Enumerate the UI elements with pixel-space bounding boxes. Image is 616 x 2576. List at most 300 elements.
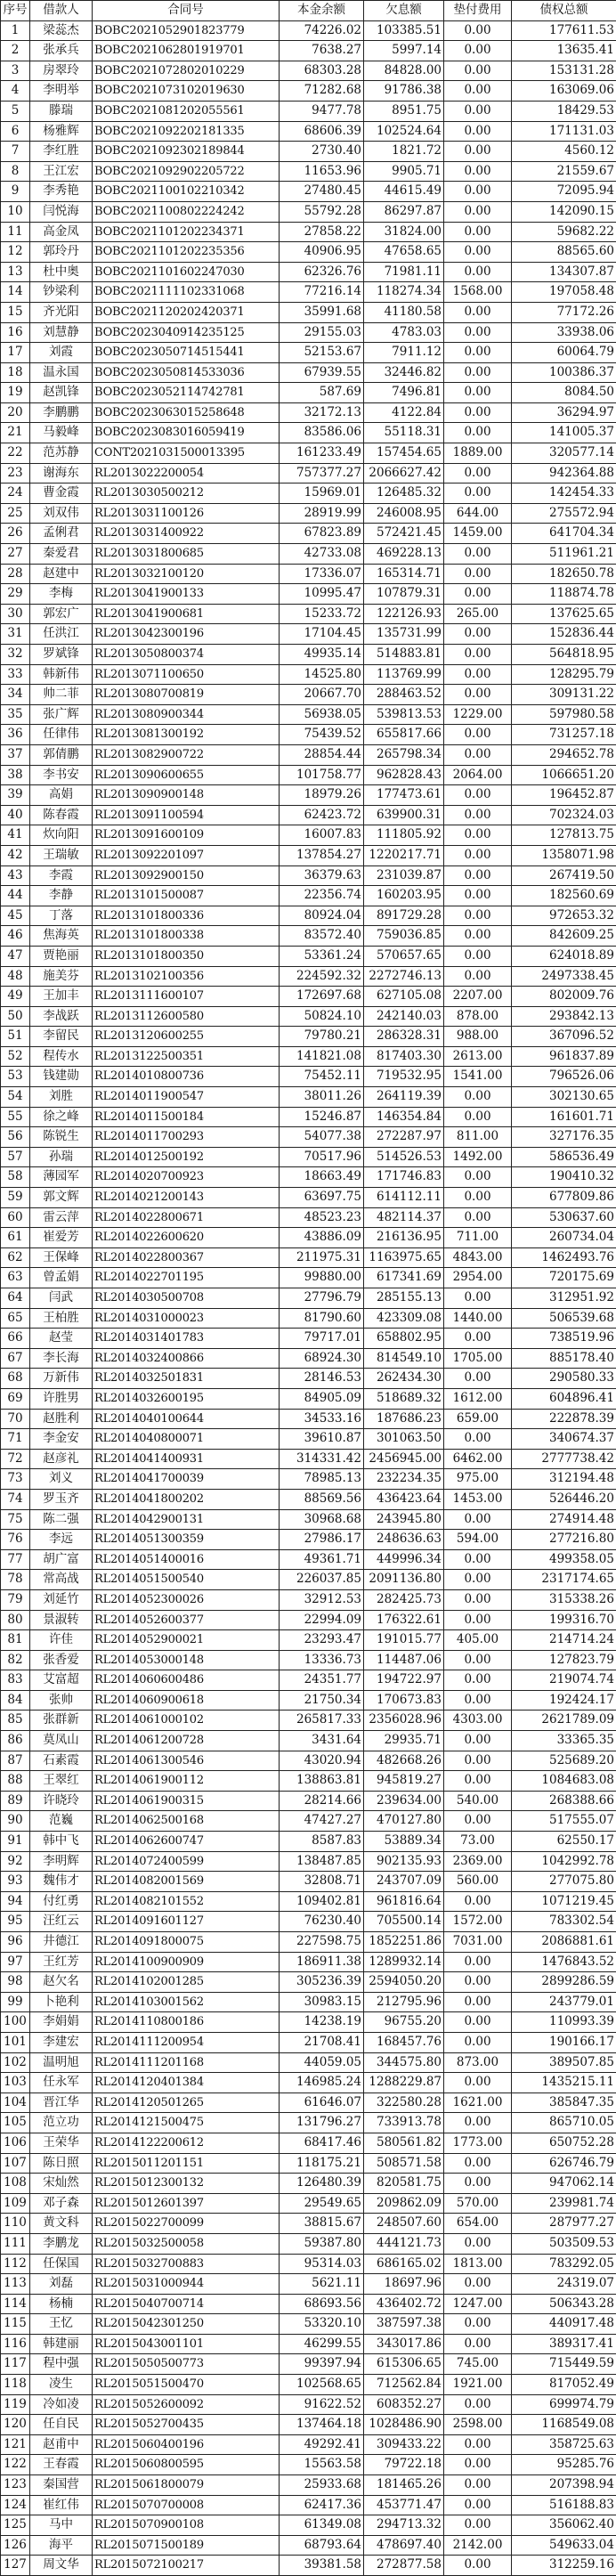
cell-borrower: 李建宏 [30,2032,93,2052]
table-row [1,1791,616,1811]
cell-contract: RL2015032500058 [93,2233,280,2254]
cell-contract: RL2015051500470 [93,2375,280,2395]
table-row [1,704,616,725]
table-row [1,2274,616,2295]
cell-principal: 24351.77 [280,1670,364,1691]
cell-seq: 122 [1,2455,30,2475]
cell-seq: 109 [1,2193,30,2214]
cell-contract: RL2014111200954 [93,2032,280,2052]
cell-borrower: 刘胜 [30,1087,93,1108]
cell-contract: RL2014100900909 [93,1952,280,1972]
cell-contract: RL2014022800671 [93,1207,280,1228]
cell-advance: 0.00 [444,2394,512,2415]
cell-contract: RL2014021200143 [93,1188,280,1208]
cell-interest: 1220217.71 [364,845,444,865]
cell-borrower: 高娟 [30,785,93,806]
cell-seq: 22 [1,443,30,464]
cell-principal: 21708.41 [280,2032,364,2052]
cell-seq: 33 [1,664,30,685]
cell-seq: 13 [1,262,30,282]
table-row [1,865,616,886]
cell-borrower: 张承兵 [30,41,93,61]
cell-seq: 1 [1,20,30,41]
cell-borrower: 陈二强 [30,1509,93,1530]
cell-contract: BOBC2023050814533036 [93,362,280,383]
table-row [1,1087,616,1108]
cell-interest: 423309.08 [364,1308,444,1329]
cell-principal: 88569.56 [280,1489,364,1509]
table-row [1,685,616,705]
cell-advance: 988.00 [444,1027,512,1047]
cell-contract: RL2014051400016 [93,1549,280,1570]
table-row [1,544,616,565]
cell-total: 267419.50 [512,865,616,886]
cell-interest: 187686.23 [364,1409,444,1429]
cell-borrower: 李明辉 [30,1851,93,1872]
cell-total: 604896.41 [512,1388,616,1409]
cell-principal: 34533.16 [280,1409,364,1429]
cell-principal: 99880.00 [280,1268,364,1288]
cell-total: 526446.20 [512,1489,616,1509]
cell-interest: 286328.31 [364,1027,444,1047]
cell-seq: 121 [1,2434,30,2455]
cell-borrower: 许佳 [30,1630,93,1651]
cell-principal: 131796.27 [280,2113,364,2133]
table-row [1,101,616,121]
cell-seq: 35 [1,704,30,725]
table-row [1,1329,616,1349]
table-row [1,1891,616,1912]
table-row [1,1409,616,1429]
cell-contract: RL2014103001562 [93,1992,280,2012]
cell-total: 277216.80 [512,1530,616,1550]
cell-interest: 170673.83 [364,1690,444,1711]
cell-contract: RL2014030500708 [93,1288,280,1309]
cell-contract: BOBC2021062801919701 [93,41,280,61]
cell-seq: 116 [1,2334,30,2354]
cell-borrower: 邓子森 [30,2193,93,2214]
cell-advance: 0.00 [444,2032,512,2052]
table-row [1,81,616,102]
cell-contract: RL2014082101552 [93,1891,280,1912]
cell-borrower: 刘霞 [30,343,93,363]
cell-borrower: 帅二菲 [30,685,93,705]
cell-principal: 25933.68 [280,2475,364,2496]
cell-advance: 1541.00 [444,1067,512,1087]
cell-interest: 118274.34 [364,282,444,303]
cell-total: 389317.41 [512,2334,616,2354]
cell-borrower: 李鹏龙 [30,2233,93,2254]
cell-advance: 745.00 [444,2354,512,2375]
cell-total: 783292.05 [512,2254,616,2274]
cell-advance: 0.00 [444,664,512,685]
cell-interest: 177473.61 [364,785,444,806]
cell-contract: RL2014040100644 [93,1409,280,1429]
cell-advance: 0.00 [444,41,512,61]
cell-contract: CONT2021031500013395 [93,443,280,464]
cell-interest: 614112.11 [364,1188,444,1208]
cell-borrower: 谢海东 [30,463,93,484]
cell-interest: 712562.84 [364,2375,444,2395]
cell-seq: 93 [1,1872,30,1892]
cell-interest: 1289932.14 [364,1952,444,1972]
cell-principal: 172697.68 [280,987,364,1007]
cell-seq: 91 [1,1832,30,1852]
cell-borrower: 卜艳利 [30,1992,93,2012]
cell-contract: RL2015060800595 [93,2455,280,2475]
cell-interest: 231039.87 [364,865,444,886]
cell-contract: RL2013022200054 [93,463,280,484]
table-row [1,1288,616,1309]
cell-seq: 55 [1,1107,30,1127]
cell-total: 13635.41 [512,41,616,61]
cell-borrower: 冷如凌 [30,2394,93,2415]
cell-principal: 29155.03 [280,322,364,343]
cell-interest: 2091136.80 [364,1570,444,1590]
cell-total: 62550.17 [512,1832,616,1852]
cell-interest: 176322.61 [364,1610,444,1630]
cell-interest: 627105.08 [364,987,444,1007]
cell-contract: RL2014052300026 [93,1589,280,1610]
cell-borrower: 张帅 [30,1690,93,1711]
cell-contract: RL2015061800079 [93,2475,280,2496]
cell-principal: 68303.28 [280,61,364,81]
cell-interest: 655817.66 [364,725,444,745]
cell-borrower: 秦爱君 [30,544,93,565]
cell-seq: 26 [1,524,30,544]
cell-principal: 226037.85 [280,1570,364,1590]
cell-advance: 0.00 [444,805,512,825]
cell-principal: 39610.87 [280,1429,364,1450]
table-row [1,1811,616,1832]
table-row [1,1932,616,1953]
cell-advance: 0.00 [444,2334,512,2354]
header-row [1,1,616,21]
cell-advance: 0.00 [444,182,512,202]
table-row [1,2032,616,2052]
cell-total: 626746.79 [512,2153,616,2174]
cell-principal: 141821.08 [280,1046,364,1067]
table-row [1,1952,616,1972]
cell-interest: 84828.00 [364,61,444,81]
cell-borrower: 艾富超 [30,1670,93,1691]
cell-seq: 108 [1,2174,30,2194]
cell-contract: RL2015070900108 [93,2515,280,2536]
cell-principal: 102568.65 [280,2375,364,2395]
cell-borrower: 刘磊 [30,2274,93,2295]
cell-principal: 118175.21 [280,2153,364,2174]
cell-contract: BOBC2021052901823779 [93,20,280,41]
cell-total: 199316.70 [512,1610,616,1630]
cell-principal: 227598.75 [280,1932,364,1953]
table-row [1,20,616,41]
table-row [1,2495,616,2515]
cell-advance: 0.00 [444,1288,512,1309]
header-principal: 本金余额 [280,1,364,21]
cell-advance: 0.00 [444,1369,512,1389]
cell-total: 190410.32 [512,1167,616,1188]
cell-seq: 124 [1,2495,30,2515]
cell-borrower: 郭玲丹 [30,242,93,263]
table-row [1,161,616,182]
cell-seq: 63 [1,1268,30,1288]
table-row [1,1670,616,1691]
cell-advance: 0.00 [444,1670,512,1691]
cell-seq: 28 [1,564,30,584]
cell-seq: 46 [1,926,30,947]
cell-total: 1462493.76 [512,1247,616,1268]
cell-seq: 59 [1,1188,30,1208]
cell-principal: 138863.81 [280,1771,364,1792]
cell-principal: 91622.52 [280,2394,364,2415]
cell-interest: 705500.14 [364,1912,444,1932]
cell-seq: 52 [1,1046,30,1067]
table-row [1,1067,616,1087]
cell-seq: 102 [1,2052,30,2073]
cell-interest: 7911.12 [364,343,444,363]
cell-principal: 54077.38 [280,1127,364,1148]
cell-principal: 81790.60 [280,1308,364,1329]
cell-seq: 85 [1,1711,30,1731]
cell-principal: 77216.14 [280,282,364,303]
cell-principal: 61646.07 [280,2092,364,2113]
cell-interest: 135731.99 [364,624,444,645]
cell-advance: 0.00 [444,1589,512,1610]
cell-contract: RL2015052600092 [93,2394,280,2415]
cell-borrower: 宋灿然 [30,2174,93,2194]
cell-contract: BOBC2023040914235125 [93,322,280,343]
cell-contract: RL2013122500351 [93,1046,280,1067]
cell-borrower: 范巍 [30,1811,93,1832]
cell-seq: 54 [1,1087,30,1108]
cell-total: 294652.78 [512,744,616,765]
cell-interest: 387597.38 [364,2314,444,2335]
cell-interest: 478697.40 [364,2535,444,2556]
table-row [1,1711,616,1731]
cell-total: 312951.92 [512,1288,616,1309]
cell-contract: RL2014052600377 [93,1610,280,1630]
cell-interest: 107879.31 [364,584,444,605]
cell-borrower: 井德江 [30,1932,93,1953]
cell-advance: 0.00 [444,201,512,222]
cell-seq: 88 [1,1771,30,1792]
cell-contract: RL2013091600109 [93,825,280,846]
cell-interest: 343017.86 [364,2334,444,2354]
cell-total: 972653.32 [512,906,616,926]
cell-contract: RL2014032600195 [93,1388,280,1409]
cell-total: 356062.40 [512,2515,616,2536]
cell-interest: 96755.20 [364,2012,444,2033]
cell-interest: 2456945.00 [364,1449,444,1469]
cell-seq: 37 [1,744,30,765]
cell-principal: 59387.80 [280,2233,364,2254]
table-row [1,503,616,524]
cell-principal: 68924.30 [280,1348,364,1369]
cell-advance: 0.00 [444,845,512,865]
cell-total: 549633.04 [512,2535,616,2556]
cell-seq: 71 [1,1429,30,1450]
cell-interest: 55118.31 [364,423,444,443]
cell-borrower: 张群新 [30,1711,93,1731]
cell-advance: 1440.00 [444,1308,512,1329]
cell-total: 152836.44 [512,624,616,645]
cell-principal: 99397.94 [280,2354,364,2375]
cell-borrower: 丁落 [30,906,93,926]
cell-borrower: 郭宏广 [30,604,93,624]
cell-contract: RL2015070700008 [93,2495,280,2515]
table-row [1,524,616,544]
cell-contract: RL2014041800202 [93,1489,280,1509]
cell-borrower: 赵胜利 [30,1409,93,1429]
cell-total: 171131.03 [512,121,616,142]
cell-borrower: 赵甫中 [30,2434,93,2455]
table-row [1,2133,616,2153]
cell-interest: 212795.96 [364,1992,444,2012]
cell-advance: 0.00 [444,2314,512,2335]
cell-contract: RL2014020700923 [93,1167,280,1188]
cell-total: 842609.25 [512,926,616,947]
table-row [1,1348,616,1369]
cell-contract: RL2013101800350 [93,946,280,966]
cell-contract: RL2015060400196 [93,2434,280,2455]
table-row [1,1388,616,1409]
cell-advance: 0.00 [444,1087,512,1108]
cell-principal: 27480.45 [280,182,364,202]
cell-contract: RL2014120401384 [93,2073,280,2093]
cell-advance: 0.00 [444,222,512,242]
cell-contract: RL2014091800075 [93,1932,280,1953]
cell-contract: RL2015031000944 [93,2274,280,2295]
cell-total: 127813.75 [512,825,616,846]
cell-borrower: 王加丰 [30,987,93,1007]
cell-principal: 43886.09 [280,1228,364,1248]
cell-total: 340674.37 [512,1429,616,1450]
cell-interest: 160203.95 [364,886,444,906]
cell-borrower: 李金安 [30,1429,93,1450]
cell-advance: 1453.00 [444,1489,512,1509]
cell-total: 315338.26 [512,1589,616,1610]
cell-seq: 69 [1,1388,30,1409]
cell-total: 275572.94 [512,503,616,524]
cell-seq: 43 [1,865,30,886]
cell-principal: 29549.65 [280,2193,364,2214]
cell-seq: 120 [1,2415,30,2435]
cell-principal: 22356.74 [280,886,364,906]
cell-seq: 78 [1,1570,30,1590]
cell-total: 110993.39 [512,2012,616,2033]
cell-borrower: 杜中奥 [30,262,93,282]
cell-borrower: 王柏胜 [30,1308,93,1329]
cell-principal: 161233.49 [280,443,364,464]
cell-seq: 50 [1,1006,30,1027]
table-row [1,1127,616,1148]
cell-interest: 2594050.20 [364,1972,444,1993]
cell-principal: 11653.96 [280,161,364,182]
header-borrower: 借款人 [30,1,93,21]
cell-contract: RL2013092900150 [93,865,280,886]
cell-interest: 301063.50 [364,1429,444,1450]
cell-total: 72095.94 [512,182,616,202]
cell-seq: 15 [1,302,30,322]
cell-interest: 658802.95 [364,1329,444,1349]
cell-total: 4560.12 [512,142,616,162]
cell-interest: 962828.43 [364,765,444,785]
cell-advance: 0.00 [444,1570,512,1590]
cell-seq: 111 [1,2233,30,2254]
cell-borrower: 程传水 [30,1046,93,1067]
cell-borrower: 焦海英 [30,926,93,947]
cell-contract: RL2014082001569 [93,1872,280,1892]
cell-seq: 105 [1,2113,30,2133]
cell-total: 243779.01 [512,1992,616,2012]
table-row [1,262,616,282]
cell-advance: 0.00 [444,584,512,605]
cell-contract: RL2013080700819 [93,685,280,705]
cell-contract: BOBC2021072802010229 [93,61,280,81]
cell-contract: RL2014042900131 [93,1509,280,1530]
cell-interest: 7496.81 [364,383,444,403]
cell-principal: 28214.66 [280,1791,364,1811]
cell-seq: 75 [1,1509,30,1530]
cell-interest: 2066627.42 [364,463,444,484]
cell-principal: 587.69 [280,383,364,403]
table-row [1,1489,616,1509]
cell-interest: 103385.51 [364,20,444,41]
cell-seq: 84 [1,1690,30,1711]
cell-borrower: 陈日照 [30,2153,93,2174]
cell-seq: 14 [1,282,30,303]
table-row [1,1972,616,1993]
cell-interest: 482668.26 [364,1751,444,1771]
cell-advance: 1612.00 [444,1388,512,1409]
table-row [1,222,616,242]
cell-interest: 1288229.87 [364,2073,444,2093]
cell-interest: 216136.95 [364,1228,444,1248]
cell-interest: 53889.34 [364,1832,444,1852]
table-row [1,2052,616,2073]
cell-seq: 97 [1,1952,30,1972]
table-row [1,725,616,745]
cell-principal: 15969.01 [280,484,364,504]
cell-total: 192424.17 [512,1690,616,1711]
cell-contract: RL2014032501831 [93,1369,280,1389]
cell-total: 1168549.08 [512,2415,616,2435]
cell-total: 239981.74 [512,2193,616,2214]
cell-contract: RL2015012300132 [93,2174,280,2194]
cell-borrower: 徐之峰 [30,1107,93,1127]
cell-contract: RL2014062600747 [93,1832,280,1852]
cell-contract: RL2013041900133 [93,584,280,605]
cell-borrower: 王忆 [30,2314,93,2335]
cell-seq: 58 [1,1167,30,1188]
cell-contract: RL2014052900021 [93,1630,280,1651]
cell-contract: RL2015022700099 [93,2214,280,2234]
cell-total: 128295.79 [512,664,616,685]
cell-interest: 32446.82 [364,362,444,383]
cell-total: 702324.03 [512,805,616,825]
cell-contract: RL2013041900681 [93,604,280,624]
cell-advance: 0.00 [444,1992,512,2012]
cell-total: 2899286.59 [512,1972,616,1993]
cell-advance: 1229.00 [444,704,512,725]
cell-borrower: 滕瑞 [30,101,93,121]
cell-borrower: 齐光阳 [30,302,93,322]
cell-borrower: 孟俐君 [30,524,93,544]
cell-borrower: 李秀艳 [30,182,93,202]
cell-seq: 20 [1,402,30,423]
cell-interest: 111805.92 [364,825,444,846]
cell-seq: 98 [1,1972,30,1993]
